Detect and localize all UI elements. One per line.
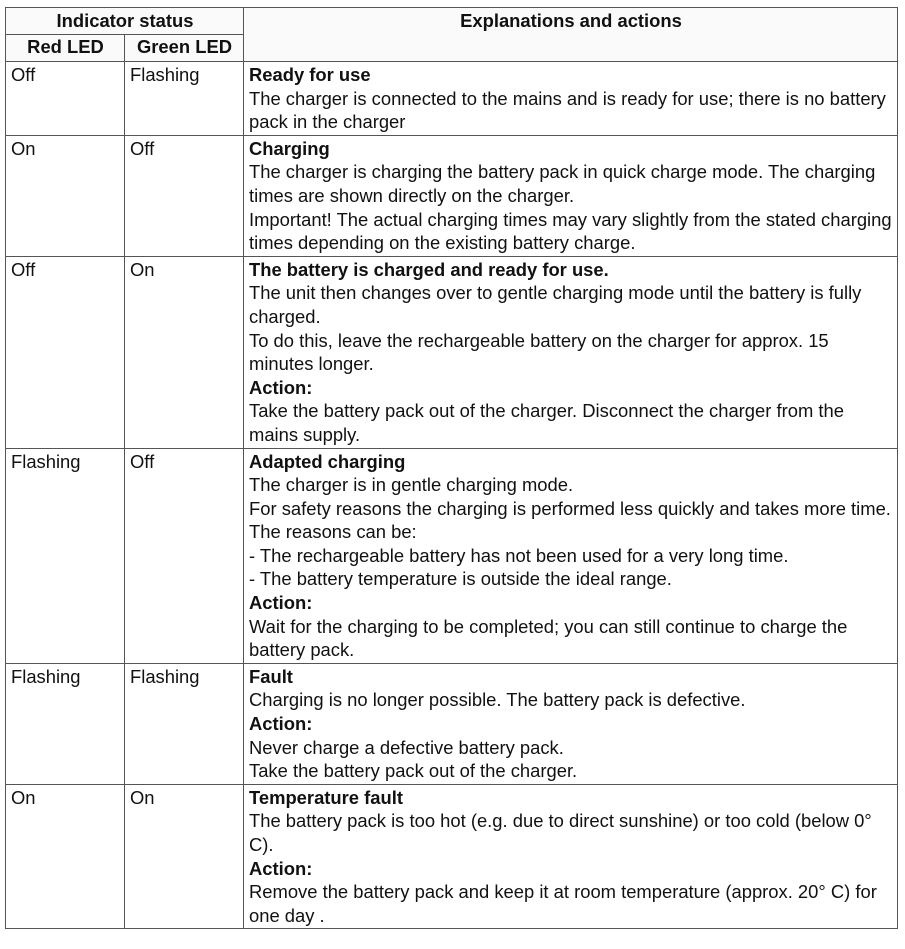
table-row	[6, 62, 898, 136]
red-led-cell: Flashing	[6, 663, 125, 784]
action-label: Action:	[249, 857, 313, 879]
action-text: Take the battery pack out of the charger.	[249, 760, 578, 782]
explanations-header: Explanations and actions	[244, 8, 898, 62]
action-text: Never charge a defective battery pack.	[249, 736, 564, 758]
green-led-cell: Flashing	[125, 663, 244, 784]
red-led-cell: Off	[6, 62, 125, 136]
table-body	[6, 62, 898, 929]
header-row-top	[6, 8, 898, 35]
action-label: Action:	[249, 713, 313, 735]
explanation-text: The battery pack is too hot (e.g. due to direct sunshine) or too cold (below 0° C).	[249, 810, 872, 855]
explanation-text: To do this, leave the rechargeable battery on the charger for approx. 15 minutes longer.	[249, 329, 829, 375]
explanation-title: Temperature fault	[249, 786, 403, 808]
action-text: Take the battery pack out of the charger. Disconnect the charger from the mains supply.	[249, 400, 844, 445]
explanation-cell	[244, 256, 898, 448]
explanation-title: Charging	[249, 137, 330, 159]
red-led-cell: Flashing	[6, 448, 125, 663]
green-led-cell: Off	[125, 135, 244, 256]
table-row	[6, 663, 898, 784]
table-row	[6, 784, 898, 929]
explanation-text: Charging is no longer possible. The battery pack is defective.	[249, 689, 746, 711]
green-led-cell: On	[125, 784, 244, 929]
red-led-cell: On	[6, 135, 125, 256]
explanation-title: Fault	[249, 665, 293, 687]
action-text: Wait for the charging to be completed; you can still continue to charge the battery pack.	[249, 615, 848, 661]
green-led-cell: On	[125, 256, 244, 448]
table-row	[6, 448, 898, 663]
indicator-table-container	[5, 7, 897, 929]
explanation-text: - The rechargeable battery has not been used for a very long time.	[249, 544, 789, 566]
explanation-text: The charger is in gentle charging mode.	[249, 474, 574, 496]
explanation-cell	[244, 784, 898, 929]
indicator-status-table	[5, 7, 898, 929]
explanation-cell	[244, 663, 898, 784]
explanation-title: Adapted charging	[249, 450, 406, 472]
explanation-cell	[244, 448, 898, 663]
table-row	[6, 135, 898, 256]
red-led-cell: On	[6, 784, 125, 929]
indicator-status-header: Indicator status	[6, 8, 244, 35]
action-label: Action:	[249, 376, 313, 398]
explanation-title: The battery is charged and ready for use.	[249, 258, 609, 280]
action-label: Action:	[249, 592, 313, 614]
red-led-header: Red LED	[6, 35, 125, 62]
explanation-text: For safety reasons the charging is performed less quickly and takes more time. The reasons can be:	[249, 497, 891, 543]
green-led-header: Green LED	[125, 35, 244, 62]
explanation-title: Ready for use	[249, 64, 371, 85]
explanation-text: The charger is connected to the mains and is ready for use; there is no battery pack in the charger	[249, 87, 886, 133]
explanation-cell	[244, 62, 898, 136]
explanation-text: - The battery temperature is outside the ideal range.	[249, 568, 672, 590]
green-led-cell: Off	[125, 448, 244, 663]
explanation-cell	[244, 135, 898, 256]
action-text: Remove the battery pack and keep it at room temperature (approx. 20° C) for one day .	[249, 881, 877, 926]
explanation-text: The unit then changes over to gentle charging mode until the battery is fully charged.	[249, 282, 862, 327]
green-led-cell: Flashing	[125, 62, 244, 136]
explanation-text: Important! The actual charging times may vary slightly from the stated charging times depending on the existing battery charge.	[249, 208, 892, 254]
explanation-text: The charger is charging the battery pack in quick charge mode. The charging times are shown directly on the charger.	[249, 161, 876, 206]
table-row	[6, 256, 898, 448]
red-led-cell: Off	[6, 256, 125, 448]
